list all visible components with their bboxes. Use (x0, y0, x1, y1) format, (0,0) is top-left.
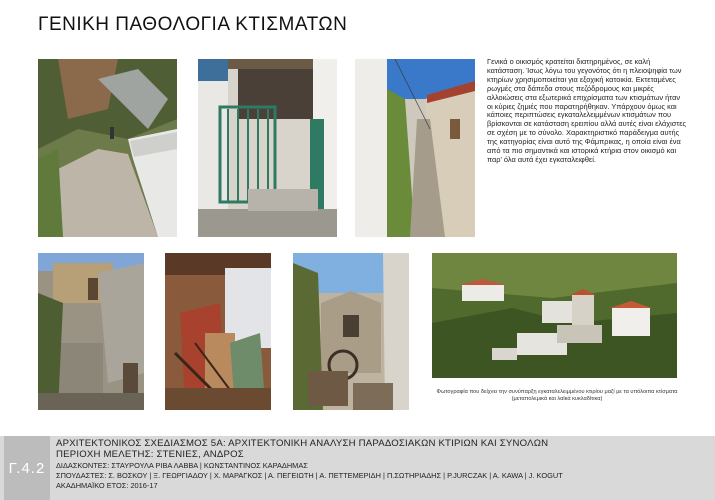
footer-text (56, 438, 711, 491)
photo-village-hillside (432, 253, 677, 378)
footer-bar (0, 436, 715, 500)
photo-narrow-alley (355, 59, 475, 237)
teachers-line: ΔΙΔΑΣΚΟΝΤΕΣ: ΣΤΑΥΡΟΥΛΑ ΡΙΒΑ ΛΑΒΒΑ | ΚΩΝΣΤΑΝΤΙΝΟΣ ΚΑΡΑΔΗΜΑΣ (56, 461, 308, 470)
photo-stepped-path (38, 59, 177, 237)
page-title: ΓΕΝΙΚΗ ΠΑΘΟΛΟΓΙΑ ΚΤΙΣΜΑΤΩΝ (38, 14, 348, 35)
study-area: ΠΕΡΙΟΧΗ ΜΕΛΕΤΗΣ: ΣΤΕΝΙΕΣ, ΑΝΔΡΟΣ (56, 449, 244, 460)
course-title: ΑΡΧΙΤΕΚΤΟΝΙΚΟΣ ΣΧΕΔΙΑΣΜΟΣ 5Α: ΑΡΧΙΤΕΚΤΟΝΙΚΗ ΑΝΑΛΥΣΗ ΠΑΡΑΔΟΣΙΑΚΩΝ ΚΤΙΡΙΩΝ ΚΑΙ ΣΥΝΟΛΩΝ (56, 438, 549, 449)
intro-text: Γενικά ο οικισμός κρατείται διατηρημένος, σε καλή κατάσταση. Ίσως λόγω του γεγονότος ότι η πλειοψηφία των κτηρίων χρησιμοποιείται για εξοχική κατοικία. Εκτεταμένες ρωγμές στα δάπεδα στους πεζόδρομους και μικρές αλλοιώσεις στα εξωτερικά επιχρίσματα των κτισμάτων ήταν οι κύριες ζημιές που παρατηρήθηκαν. Υπάρχουν όμως και κάποιες περιπτώσεις εγκαταλελειμμένων κτισμάτων που βρίσκονται σε κατάσταση ερειπίου αλλά αυτές είναι ελάχιστες σε σχέση με το σύνολο. Χαρακτηριστικό παράδειγμα αυτής της κατηγορίας είναι αυτό της Φάμπρικας, η οποία είναι ένα από τα πιο σημαντικά και ιστορικά κτήρια στον οικισμό και παρ' όλα αυτά έχει εγκαταλειφθεί. (487, 57, 687, 164)
photo-caption: Φωτογραφία που δείχνει την συνύπαρξη εγκαταλελειμμένου κτιρίου μαζί με τα υπόλοιπα κτίσματα (μεταπολεμικά και λαϊκά κυκλαδίτικα) (436, 389, 678, 402)
sheet-code: Γ.4.2 (4, 436, 50, 500)
photo-green-gate (198, 59, 337, 237)
photo-fabrika-building (293, 253, 409, 410)
students-line: ΣΠΟΥΔΑΣΤΕΣ: Σ. ΒΟΣΚΟΥ | Ξ. ΓΕΩΡΓΙΑΔΟΥ | Χ. ΜΑΡΑΓΚΟΣ | Α. ΠΕΓΕΙΩΤΗ | Α. ΠΕΤΤΕΜΕΡΙΔΗ | Π.ΣΩΤΗΡΙΑΔΗΣ | P.JURCZAK | A. KAWA | J. KOGUT (56, 471, 563, 480)
photo-ruin-interior (165, 253, 271, 410)
photo-ruined-wall (38, 253, 144, 410)
academic-year: ΑΚΑΔΗΜΑΪΚΟ ΕΤΟΣ: 2016-17 (56, 481, 158, 490)
